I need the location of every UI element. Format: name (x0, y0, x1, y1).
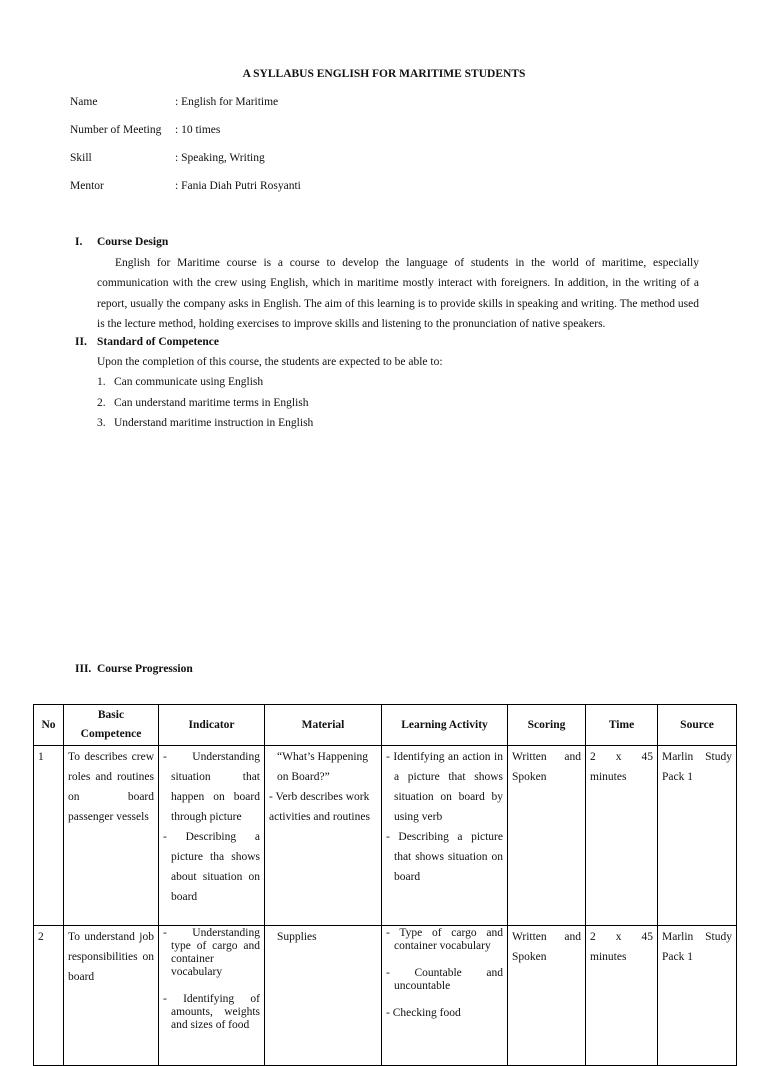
cell-material (265, 926, 382, 1066)
activity-item: - Checking food (386, 1007, 461, 1019)
header-basic-competence (64, 705, 159, 746)
section-2-title: Standard of Competence (97, 336, 220, 348)
indicator-item: - Understanding type of cargo and container vocabulary (163, 927, 260, 978)
header-competence-line: Competence (80, 728, 142, 740)
header-indicator: Indicator (159, 705, 265, 746)
cell-source: Marlin Study Pack 1 (658, 926, 737, 1066)
activity-item: - Describing a picture that shows situation on board (386, 831, 503, 883)
competence-item: Can communicate using English (114, 376, 264, 388)
section-1-number: I. (75, 236, 83, 248)
cell-activity (382, 746, 508, 926)
cell-time: 2 x 45 minutes (586, 926, 658, 1066)
cell-competence: To understand job responsibilities on board (64, 926, 159, 1066)
cell-scoring: Written and Spoken (508, 746, 586, 926)
cell-scoring: Written and Spoken (508, 926, 586, 1066)
section-3-title: Course Progression (97, 663, 193, 675)
info-value-mentor: : Fania Diah Putri Rosyanti (175, 180, 301, 192)
cell-no: 2 (34, 926, 64, 1066)
cell-material (265, 746, 382, 926)
activity-item: - Countable and uncountable (386, 967, 503, 992)
info-value-skill: : Speaking, Writing (175, 152, 265, 164)
info-label-mentor: Mentor (70, 180, 104, 192)
competence-item-number: 3. (97, 417, 106, 429)
course-design-paragraph: English for Maritime course is a course to develop the language of students in the world of maritime, especially communication with the crew using English, which in maritime mostly interact with foreigners. In addition, in the writing of a report, usually the company asks in English. The aim of this learning is to provide skills in speaking and writing. The method used is the lecture method, holding exercises to improve skills and listening to the pronunciation of native speakers. (97, 257, 699, 331)
competence-item: Understand maritime instruction in English (114, 417, 314, 429)
competence-item-number: 2. (97, 397, 106, 409)
cell-activity (382, 926, 508, 1066)
header-source: Source (658, 705, 737, 746)
section-2-number: II. (75, 336, 87, 348)
section-1-title: Course Design (97, 236, 169, 248)
header-basic-line: Basic (97, 709, 125, 721)
cell-no: 1 (34, 746, 64, 926)
header-no: No (34, 705, 64, 746)
standard-intro: Upon the completion of this course, the students are expected to be able to: (97, 356, 443, 368)
competence-item: Can understand maritime terms in English (114, 397, 309, 409)
info-label-skill: Skill (70, 152, 92, 164)
page-title: A SYLLABUS ENGLISH FOR MARITIME STUDENTS (242, 68, 526, 80)
cell-competence: To describes crew roles and routines on board passenger vessels (64, 746, 159, 926)
activity-item: - Type of cargo and container vocabulary (386, 927, 503, 952)
table-row (34, 926, 737, 1066)
info-label-meetings: Number of Meeting (70, 124, 162, 136)
competence-item-number: 1. (97, 376, 106, 388)
table-header-row (34, 705, 737, 746)
table-row (34, 746, 737, 926)
info-value-name: : English for Maritime (175, 96, 279, 108)
activity-item: - Identifying an action in a picture that shows situation on board by using verb (386, 751, 503, 823)
header-material: Material (265, 705, 382, 746)
course-progression-table (33, 704, 737, 1066)
indicator-item: - Describing a picture tha shows about situation on board (163, 831, 260, 903)
info-label-name: Name (70, 96, 98, 108)
cell-indicator (159, 926, 265, 1066)
material-title: Supplies (277, 931, 317, 943)
cell-source: Marlin Study Pack 1 (658, 746, 737, 926)
material-detail: - Verb describes work activities and routines (269, 791, 370, 823)
info-value-meetings: : 10 times (175, 124, 221, 136)
section-3-number: III. (75, 663, 92, 675)
indicator-item: - Identifying of amounts, weights and sizes of food (163, 993, 260, 1031)
material-title: “What’s Happening on Board?” (277, 751, 369, 783)
header-scoring: Scoring (508, 705, 586, 746)
indicator-item: - Understanding situation that happen on board through picture (163, 751, 260, 823)
cell-indicator (159, 746, 265, 926)
header-learning-activity: Learning Activity (382, 705, 508, 746)
header-time: Time (586, 705, 658, 746)
cell-time: 2 x 45 minutes (586, 746, 658, 926)
